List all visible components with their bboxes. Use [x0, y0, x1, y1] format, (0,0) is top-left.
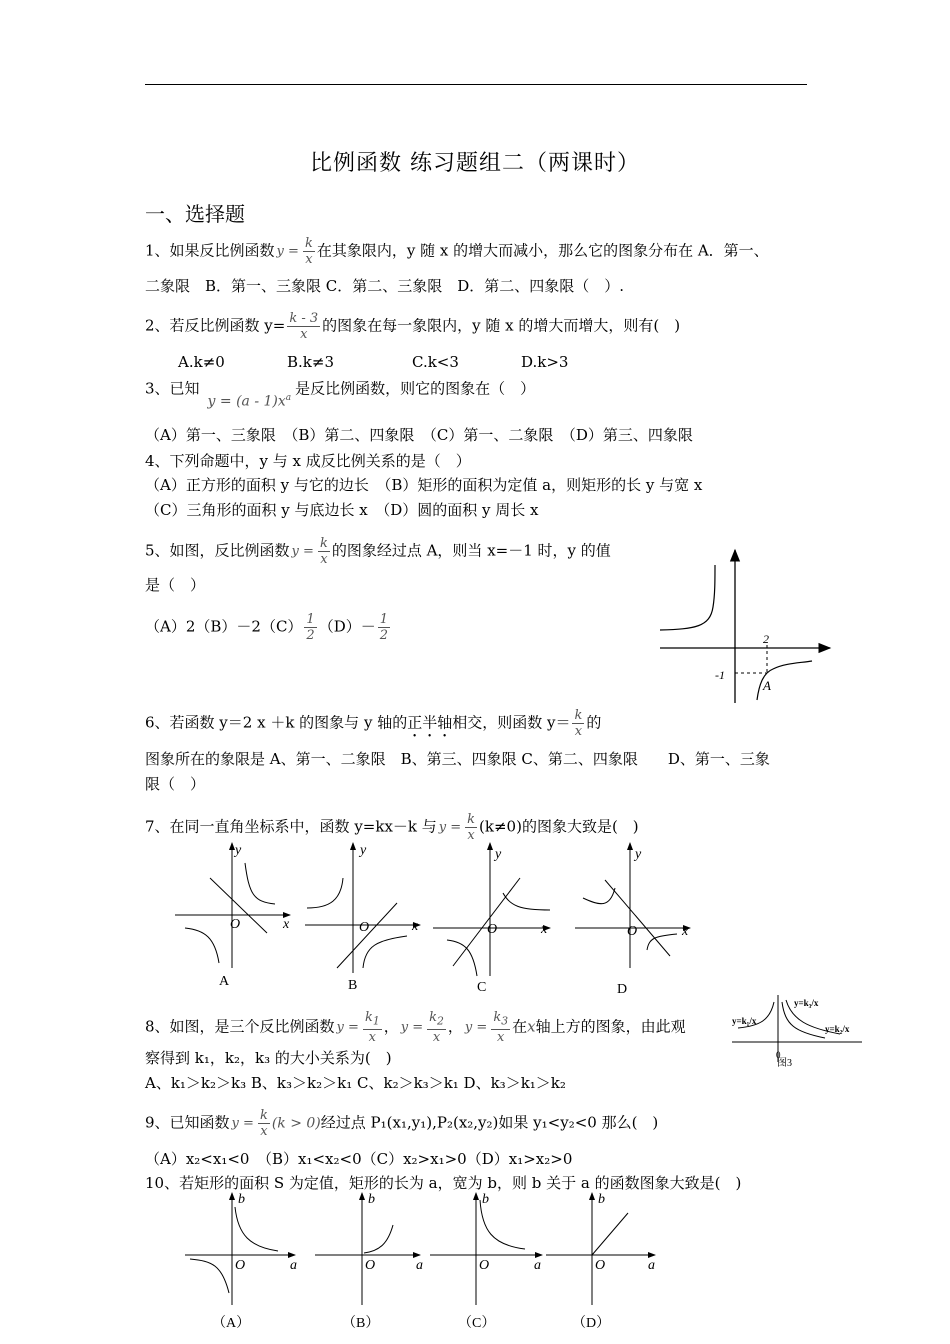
header-rule — [145, 84, 807, 85]
q5-line1: 5、如图，反比例函数 y = $\frac{k}{x}$ 的图象经过点 A，则当 x=－1 时，y 的值 — [145, 536, 611, 567]
q10-c-b: b — [482, 1192, 489, 1207]
q7-a-x: x — [283, 917, 290, 932]
q10-b-o: O — [365, 1258, 376, 1273]
q5-label-a: A — [763, 678, 771, 693]
q4-line1: 4、下列命题中，y 与 x 成反比例关系的是（ ） — [145, 452, 471, 470]
q7-fraction: $\frac{k}{x}$ — [467, 812, 476, 843]
q2-fraction: $\frac{k - 3}{x}$ — [289, 311, 319, 342]
q5-fraction: $\frac{k}{x}$ — [319, 536, 328, 567]
q10-a-b: b — [238, 1192, 245, 1207]
q2-opt-a: A.k≠0 — [178, 353, 225, 371]
q10-d-a: a — [648, 1258, 655, 1273]
q2-line1: 2、若反比例函数 y= $\frac{k - 3}{x}$ 的图象在每一象限内，y 随 x 的增大而增大，则有( ) — [145, 311, 681, 342]
q7-d-y: y — [635, 847, 642, 862]
q5-half: $\frac{1}{2}$ — [306, 612, 315, 643]
q9-formula: y = — [231, 1116, 254, 1131]
q7-graph-b — [305, 843, 420, 973]
q9-line1: 9、已知函数 y = $\frac{k}{x}$ (k > 0)经过点 P₁(x₁,y₁),P₂(x₂,y₂)如果 y₁<y₂<0 那么( ) — [145, 1108, 659, 1139]
q8-fig-caption: 图3 — [777, 1058, 792, 1069]
q10-b-a: a — [416, 1258, 423, 1273]
q10-label-a: （A） — [212, 1316, 251, 1331]
q8-f2: y = — [400, 1019, 424, 1035]
q9-options: （A）x₂<x₁<0 （B）x₁<x₂<0（C）x₂>x₁>0（D）x₁>x₂>0 — [145, 1150, 573, 1168]
q2-opt-c: C.k<3 — [412, 353, 459, 371]
q7-b-y: y — [360, 843, 367, 858]
q7-d-o: O — [627, 924, 638, 939]
q10-label-b: （B） — [342, 1316, 380, 1331]
q1-formula: y = — [276, 244, 299, 259]
q7-a-y: y — [235, 843, 242, 858]
q5-label-2: 2 — [763, 632, 769, 646]
q8-fig-label-1: y=k₁/x — [732, 1016, 757, 1026]
q8-f1: y = — [336, 1019, 359, 1035]
q10-graph-b — [315, 1193, 420, 1305]
q7-label-d: D — [617, 982, 628, 997]
q7-c-y: y — [495, 847, 502, 862]
q6-line1: 6、若函数 y＝2 x ＋k 的图象与 y 轴的正半轴相交，则函数 y＝ $\frac{k}{x}$ 的 — [145, 708, 602, 739]
q8-f2-frac: $\frac{k_2}{x}$ — [429, 1010, 444, 1045]
q2-opt-d: D.k>3 — [521, 353, 569, 371]
q10-label-d: （D） — [572, 1316, 611, 1331]
q7-label-a: A — [219, 974, 230, 989]
q1-fraction: $\frac{k}{x}$ — [304, 236, 313, 267]
q10-label-c: （C） — [458, 1316, 496, 1331]
q7-b-o: O — [359, 920, 370, 935]
q6-line3: 限（ ） — [145, 775, 206, 793]
q1-line1: 1、如果反比例函数 y = $\frac{k}{x}$ 在其象限内，y 随 x 的增大而减小，那么它的图象分布在 A．第一、 — [145, 236, 769, 267]
q5-figure — [655, 545, 840, 705]
q2-opt-b: B.k≠3 — [287, 353, 334, 371]
q7-graph-d — [575, 843, 690, 968]
q7-label-b: B — [348, 978, 358, 993]
q1-line2: 二象限 B．第一、三象限 C．第二、三象限 D．第二、四象限（ ）. — [145, 277, 625, 295]
q5-curve-upper — [660, 565, 715, 630]
q10-figures — [180, 1185, 670, 1340]
q10-line1: 10、若矩形的面积 S 为定值，矩形的长为 a，宽为 b，则 b 关于 a 的函数图象大致是( ) — [145, 1174, 742, 1192]
q7-label-c: C — [477, 980, 487, 995]
q7-a-o: O — [230, 917, 241, 932]
q6-emphasis: 正半轴 — [407, 713, 453, 732]
q9-condition: (k > 0) — [271, 1115, 321, 1132]
q8-line2: 察得到 k₁，k₂，k₃ 的大小关系为( ) — [145, 1049, 392, 1067]
page-title: 比例函数 练习题组二（两课时） — [310, 151, 640, 176]
q10-a-a: a — [290, 1258, 297, 1273]
q7-c-o: O — [487, 922, 498, 937]
q7-formula: y = — [438, 820, 462, 835]
q10-graph-a — [185, 1193, 295, 1305]
q7-graph-a — [175, 843, 290, 968]
q8-line1: 8、如图，是三个反比例函数 y = $\frac{k_1}{x}$ ， y = $\frac{k_2}{x}$ ， y = $\frac{k_3}{x}$ 在x轴上方的图象，由此观 — [145, 1010, 686, 1045]
q7-figures — [165, 838, 705, 998]
q5-formula: y = — [291, 544, 314, 559]
q7-d-x: x — [682, 924, 689, 939]
q10-d-b: b — [598, 1192, 605, 1207]
q6-line2: 图象所在的象限是 A、第一、二象限 B、第三、四象限 C、第二、四象限 D、第一、三象 — [145, 750, 770, 768]
q5-label-minus1: -1 — [715, 668, 725, 682]
q10-d-o: O — [595, 1258, 606, 1273]
q8-figure — [730, 990, 865, 1070]
q8-f3: y = — [464, 1019, 488, 1035]
q10-c-o: O — [479, 1258, 490, 1273]
q5-line2: 是（ ） — [145, 576, 206, 594]
q10-graph-c — [430, 1193, 542, 1305]
q7-graph-c — [433, 843, 550, 976]
q6-fraction: $\frac{k}{x}$ — [574, 708, 583, 739]
q8-fig-label-2: y=k₂/x — [825, 1024, 850, 1034]
q3-options: （A）第一、三象限 （B）第二、四象限 （C）第一、二象限 （D）第三、四象限 — [145, 426, 693, 444]
q8-fig-origin: 0 — [776, 1050, 781, 1060]
q8-f3-frac: $\frac{k_3}{x}$ — [493, 1010, 509, 1045]
q10-graph-d — [546, 1193, 655, 1305]
q4-line2: （A）正方形的面积 y 与它的边长 （B）矩形的面积为定值 a，则矩形的长 y 与宽 x — [145, 476, 703, 494]
q10-c-a: a — [534, 1258, 541, 1273]
q7-b-x: x — [412, 919, 419, 934]
q8-options: A、k₁＞k₂＞k₃ B、k₃＞k₂＞k₁ C、k₂＞k₃＞k₁ D、k₃＞k₁＞k₂ — [145, 1074, 566, 1092]
q3-formula: $y = (a - 1)x^a$ — [207, 393, 292, 410]
q10-a-o: O — [235, 1258, 246, 1273]
q7-c-x: x — [541, 922, 548, 937]
q5-options: （A）2（B）－2（C） $\frac{1}{2}$ （D）－ $\frac{1}{2}$ — [145, 612, 389, 643]
section-heading: 一、选择题 — [145, 202, 245, 226]
q8-f1-frac: $\frac{k_1}{x}$ — [364, 1010, 380, 1045]
q5-neg-half: $\frac{1}{2}$ — [379, 612, 389, 643]
q8-fig-label-3: y=k₃/x — [794, 998, 819, 1008]
q9-fraction: $\frac{k}{x}$ — [259, 1108, 268, 1139]
q3-line1: 3、已知$y = (a - 1)x^a$是反比例函数，则它的图象在（ ） — [145, 379, 536, 410]
q10-b-b: b — [368, 1192, 375, 1207]
q7-line1: 7、在同一直角坐标系中，函数 y=kx－k 与 y = $\frac{k}{x}$ (k≠0)的图象大致是( ) — [145, 812, 639, 843]
q4-line3: （C）三角形的面积 y 与底边长 x （D）圆的面积 y 周长 x — [145, 501, 539, 519]
